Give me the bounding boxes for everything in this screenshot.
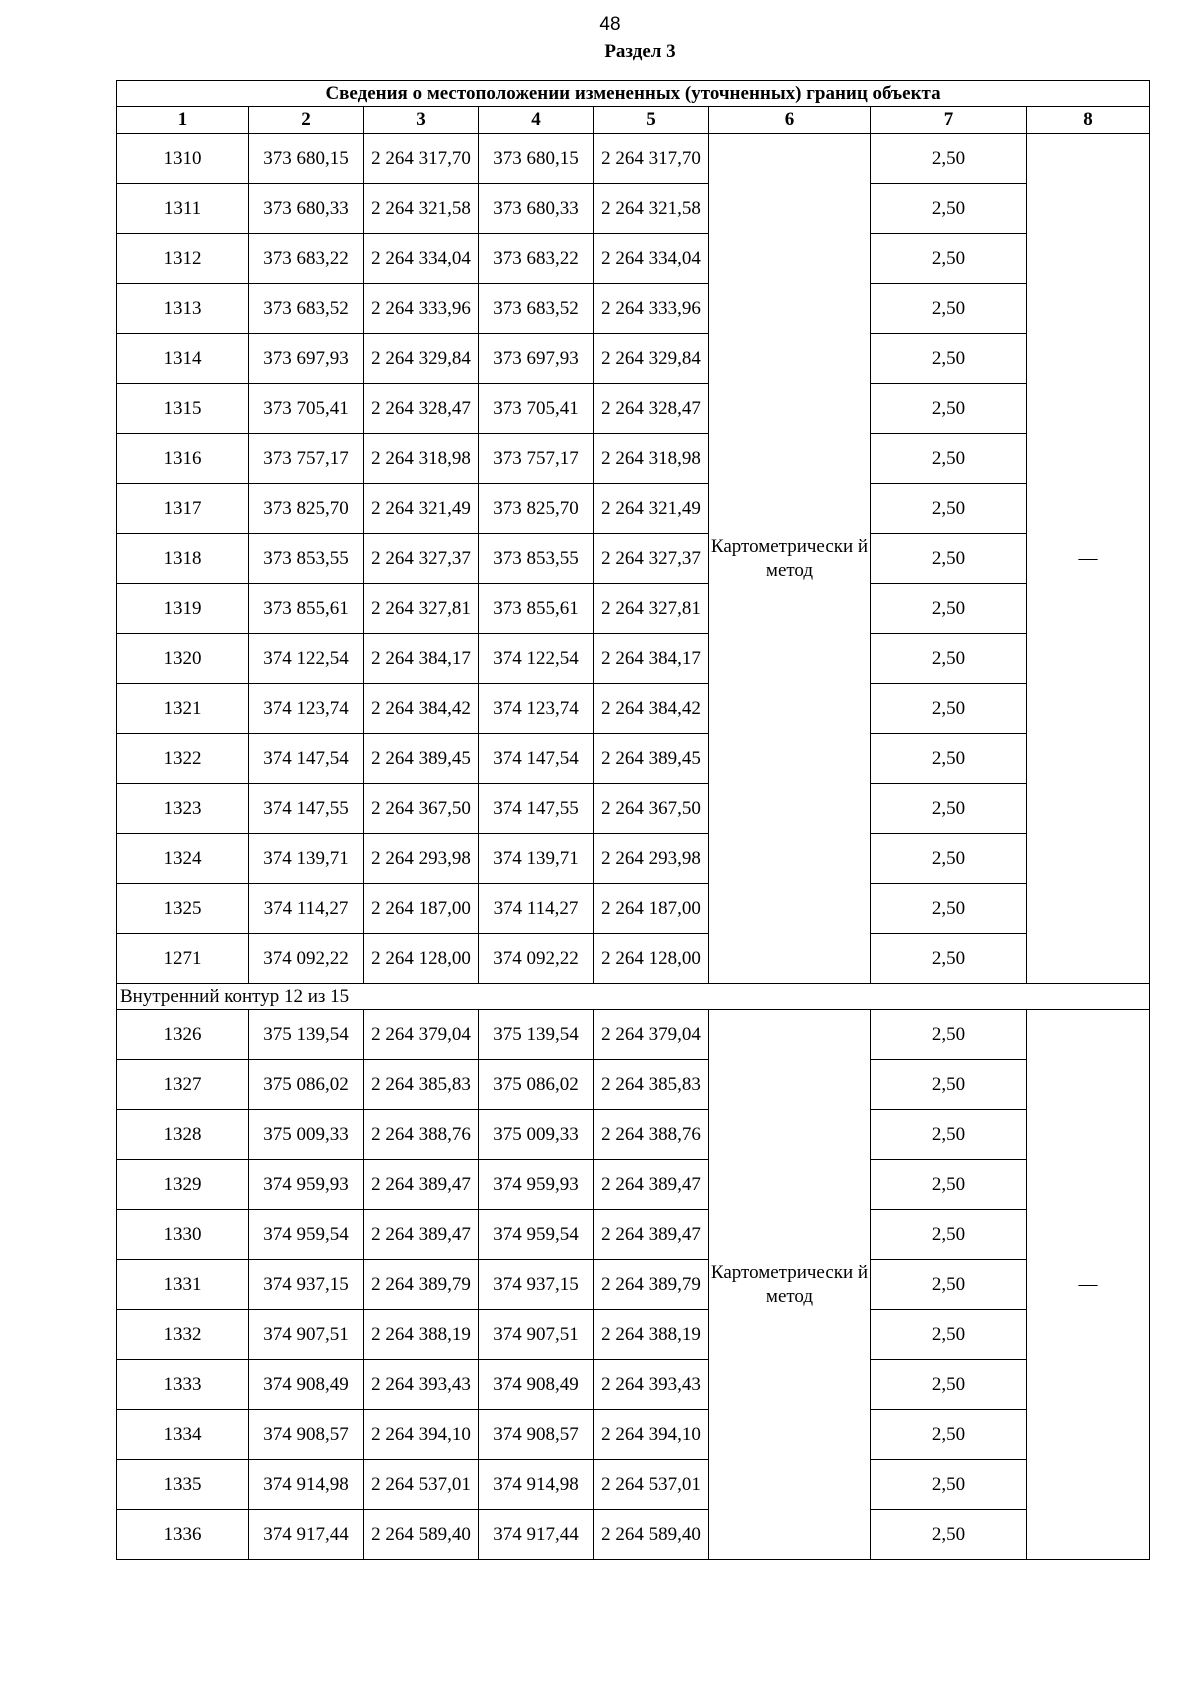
y-coordinate-cell: 2 264 379,04 bbox=[364, 1010, 479, 1060]
x-coordinate-clarified-cell: 374 147,55 bbox=[479, 784, 594, 834]
x-coordinate-cell: 374 147,54 bbox=[249, 734, 364, 784]
y-coordinate-cell: 2 264 321,49 bbox=[364, 484, 479, 534]
y-coordinate-cell: 2 264 128,00 bbox=[364, 934, 479, 984]
y-coordinate-clarified-cell: 2 264 394,10 bbox=[594, 1410, 709, 1460]
y-coordinate-clarified-cell: 2 264 389,45 bbox=[594, 734, 709, 784]
accuracy-cell: 2,50 bbox=[871, 1160, 1027, 1210]
y-coordinate-clarified-cell: 2 264 334,04 bbox=[594, 234, 709, 284]
table-row bbox=[117, 384, 1150, 434]
y-coordinate-clarified-cell: 2 264 389,79 bbox=[594, 1260, 709, 1310]
y-coordinate-clarified-cell: 2 264 329,84 bbox=[594, 334, 709, 384]
point-number-cell: 1336 bbox=[117, 1510, 249, 1560]
point-number-cell: 1311 bbox=[117, 184, 249, 234]
point-number-cell: 1319 bbox=[117, 584, 249, 634]
column-number-6: 6 bbox=[709, 107, 871, 134]
table-row bbox=[117, 784, 1150, 834]
accuracy-cell: 2,50 bbox=[871, 1210, 1027, 1260]
table-row bbox=[117, 284, 1150, 334]
table-row bbox=[117, 884, 1150, 934]
accuracy-cell: 2,50 bbox=[871, 1510, 1027, 1560]
accuracy-cell: 2,50 bbox=[871, 1410, 1027, 1460]
accuracy-cell: 2,50 bbox=[871, 1060, 1027, 1110]
y-coordinate-clarified-cell: 2 264 367,50 bbox=[594, 784, 709, 834]
x-coordinate-cell: 373 825,70 bbox=[249, 484, 364, 534]
y-coordinate-cell: 2 264 537,01 bbox=[364, 1460, 479, 1510]
y-coordinate-cell: 2 264 328,47 bbox=[364, 384, 479, 434]
x-coordinate-cell: 373 855,61 bbox=[249, 584, 364, 634]
table-row bbox=[117, 434, 1150, 484]
table-row bbox=[117, 1060, 1150, 1110]
x-coordinate-clarified-cell: 374 959,93 bbox=[479, 1160, 594, 1210]
point-number-cell: 1312 bbox=[117, 234, 249, 284]
x-coordinate-clarified-cell: 374 123,74 bbox=[479, 684, 594, 734]
contour-heading-row bbox=[117, 984, 1150, 1010]
y-coordinate-clarified-cell: 2 264 385,83 bbox=[594, 1060, 709, 1110]
y-coordinate-clarified-cell: 2 264 318,98 bbox=[594, 434, 709, 484]
table-row bbox=[117, 1360, 1150, 1410]
x-coordinate-cell: 374 908,57 bbox=[249, 1410, 364, 1460]
point-number-cell: 1316 bbox=[117, 434, 249, 484]
x-coordinate-clarified-cell: 374 908,49 bbox=[479, 1360, 594, 1410]
accuracy-cell: 2,50 bbox=[871, 434, 1027, 484]
x-coordinate-cell: 373 680,15 bbox=[249, 134, 364, 184]
accuracy-cell: 2,50 bbox=[871, 634, 1027, 684]
x-coordinate-cell: 375 009,33 bbox=[249, 1110, 364, 1160]
accuracy-cell: 2,50 bbox=[871, 534, 1027, 584]
x-coordinate-cell: 373 853,55 bbox=[249, 534, 364, 584]
y-coordinate-clarified-cell: 2 264 293,98 bbox=[594, 834, 709, 884]
table-row bbox=[117, 334, 1150, 384]
point-number-cell: 1321 bbox=[117, 684, 249, 734]
column-number-row bbox=[117, 107, 1150, 134]
x-coordinate-clarified-cell: 373 680,15 bbox=[479, 134, 594, 184]
x-coordinate-cell: 373 683,52 bbox=[249, 284, 364, 334]
y-coordinate-cell: 2 264 318,98 bbox=[364, 434, 479, 484]
x-coordinate-clarified-cell: 374 092,22 bbox=[479, 934, 594, 984]
y-coordinate-clarified-cell: 2 264 327,37 bbox=[594, 534, 709, 584]
point-number-cell: 1334 bbox=[117, 1410, 249, 1460]
y-coordinate-cell: 2 264 388,19 bbox=[364, 1310, 479, 1360]
x-coordinate-clarified-cell: 375 139,54 bbox=[479, 1010, 594, 1060]
point-number-cell: 1330 bbox=[117, 1210, 249, 1260]
y-coordinate-clarified-cell: 2 264 389,47 bbox=[594, 1160, 709, 1210]
column-number-8: 8 bbox=[1027, 107, 1150, 134]
table-row bbox=[117, 1460, 1150, 1510]
accuracy-cell: 2,50 bbox=[871, 484, 1027, 534]
column-number-1: 1 bbox=[117, 107, 249, 134]
y-coordinate-cell: 2 264 393,43 bbox=[364, 1360, 479, 1410]
column-number-7: 7 bbox=[871, 107, 1027, 134]
method-cell: Картометрически й метод bbox=[709, 134, 871, 984]
x-coordinate-cell: 374 114,27 bbox=[249, 884, 364, 934]
table-row bbox=[117, 1510, 1150, 1560]
point-number-cell: 1328 bbox=[117, 1110, 249, 1160]
point-number-cell: 1335 bbox=[117, 1460, 249, 1510]
y-coordinate-cell: 2 264 389,47 bbox=[364, 1160, 479, 1210]
column-number-3: 3 bbox=[364, 107, 479, 134]
x-coordinate-cell: 373 757,17 bbox=[249, 434, 364, 484]
column-number-2: 2 bbox=[249, 107, 364, 134]
accuracy-cell: 2,50 bbox=[871, 234, 1027, 284]
x-coordinate-clarified-cell: 373 683,22 bbox=[479, 234, 594, 284]
table-row bbox=[117, 1160, 1150, 1210]
accuracy-cell: 2,50 bbox=[871, 1310, 1027, 1360]
table-body bbox=[117, 81, 1150, 1560]
point-number-cell: 1329 bbox=[117, 1160, 249, 1210]
y-coordinate-clarified-cell: 2 264 379,04 bbox=[594, 1010, 709, 1060]
accuracy-cell: 2,50 bbox=[871, 134, 1027, 184]
point-number-cell: 1332 bbox=[117, 1310, 249, 1360]
x-coordinate-cell: 373 683,22 bbox=[249, 234, 364, 284]
x-coordinate-cell: 374 959,93 bbox=[249, 1160, 364, 1210]
y-coordinate-cell: 2 264 329,84 bbox=[364, 334, 479, 384]
x-coordinate-cell: 374 959,54 bbox=[249, 1210, 364, 1260]
x-coordinate-cell: 374 147,55 bbox=[249, 784, 364, 834]
accuracy-cell: 2,50 bbox=[871, 584, 1027, 634]
point-number-cell: 1324 bbox=[117, 834, 249, 884]
y-coordinate-clarified-cell: 2 264 393,43 bbox=[594, 1360, 709, 1410]
y-coordinate-cell: 2 264 333,96 bbox=[364, 284, 479, 334]
y-coordinate-cell: 2 264 384,42 bbox=[364, 684, 479, 734]
x-coordinate-cell: 374 907,51 bbox=[249, 1310, 364, 1360]
boundary-coordinates-table bbox=[116, 80, 1150, 1560]
table-row bbox=[117, 584, 1150, 634]
x-coordinate-clarified-cell: 373 757,17 bbox=[479, 434, 594, 484]
x-coordinate-cell: 374 917,44 bbox=[249, 1510, 364, 1560]
x-coordinate-cell: 374 092,22 bbox=[249, 934, 364, 984]
x-coordinate-cell: 375 086,02 bbox=[249, 1060, 364, 1110]
y-coordinate-cell: 2 264 389,45 bbox=[364, 734, 479, 784]
x-coordinate-clarified-cell: 373 697,93 bbox=[479, 334, 594, 384]
x-coordinate-clarified-cell: 373 855,61 bbox=[479, 584, 594, 634]
accuracy-cell: 2,50 bbox=[871, 184, 1027, 234]
table-row bbox=[117, 1410, 1150, 1460]
y-coordinate-clarified-cell: 2 264 589,40 bbox=[594, 1510, 709, 1560]
y-coordinate-cell: 2 264 389,47 bbox=[364, 1210, 479, 1260]
y-coordinate-clarified-cell: 2 264 384,42 bbox=[594, 684, 709, 734]
y-coordinate-cell: 2 264 589,40 bbox=[364, 1510, 479, 1560]
table-row bbox=[117, 1210, 1150, 1260]
section-title: Раздел 3 bbox=[604, 41, 676, 62]
table-row bbox=[117, 734, 1150, 784]
x-coordinate-clarified-cell: 374 959,54 bbox=[479, 1210, 594, 1260]
accuracy-cell: 2,50 bbox=[871, 284, 1027, 334]
x-coordinate-clarified-cell: 373 705,41 bbox=[479, 384, 594, 434]
table-row bbox=[117, 534, 1150, 584]
x-coordinate-clarified-cell: 373 825,70 bbox=[479, 484, 594, 534]
table-row bbox=[117, 1110, 1150, 1160]
x-coordinate-clarified-cell: 374 139,71 bbox=[479, 834, 594, 884]
point-number-cell: 1323 bbox=[117, 784, 249, 834]
x-coordinate-cell: 374 139,71 bbox=[249, 834, 364, 884]
table-row bbox=[117, 1310, 1150, 1360]
point-number-cell: 1317 bbox=[117, 484, 249, 534]
y-coordinate-clarified-cell: 2 264 317,70 bbox=[594, 134, 709, 184]
y-coordinate-cell: 2 264 388,76 bbox=[364, 1110, 479, 1160]
point-number-cell: 1318 bbox=[117, 534, 249, 584]
table-row bbox=[117, 484, 1150, 534]
y-coordinate-clarified-cell: 2 264 321,58 bbox=[594, 184, 709, 234]
x-coordinate-clarified-cell: 375 086,02 bbox=[479, 1060, 594, 1110]
x-coordinate-clarified-cell: 374 908,57 bbox=[479, 1410, 594, 1460]
accuracy-cell: 2,50 bbox=[871, 684, 1027, 734]
y-coordinate-cell: 2 264 384,17 bbox=[364, 634, 479, 684]
x-coordinate-clarified-cell: 374 907,51 bbox=[479, 1310, 594, 1360]
point-number-cell: 1327 bbox=[117, 1060, 249, 1110]
point-number-cell: 1325 bbox=[117, 884, 249, 934]
x-coordinate-cell: 375 139,54 bbox=[249, 1010, 364, 1060]
y-coordinate-cell: 2 264 389,79 bbox=[364, 1260, 479, 1310]
y-coordinate-clarified-cell: 2 264 328,47 bbox=[594, 384, 709, 434]
y-coordinate-cell: 2 264 327,81 bbox=[364, 584, 479, 634]
y-coordinate-clarified-cell: 2 264 187,00 bbox=[594, 884, 709, 934]
x-coordinate-cell: 373 705,41 bbox=[249, 384, 364, 434]
table-row bbox=[117, 1260, 1150, 1310]
x-coordinate-clarified-cell: 374 917,44 bbox=[479, 1510, 594, 1560]
point-number-cell: 1326 bbox=[117, 1010, 249, 1060]
x-coordinate-clarified-cell: 374 147,54 bbox=[479, 734, 594, 784]
table-row bbox=[117, 1010, 1150, 1060]
x-coordinate-clarified-cell: 374 122,54 bbox=[479, 634, 594, 684]
point-number-cell: 1315 bbox=[117, 384, 249, 434]
column-number-4: 4 bbox=[479, 107, 594, 134]
accuracy-cell: 2,50 bbox=[871, 884, 1027, 934]
y-coordinate-clarified-cell: 2 264 537,01 bbox=[594, 1460, 709, 1510]
x-coordinate-clarified-cell: 374 114,27 bbox=[479, 884, 594, 934]
x-coordinate-cell: 374 908,49 bbox=[249, 1360, 364, 1410]
point-number-cell: 1331 bbox=[117, 1260, 249, 1310]
contour-heading: Внутренний контур 12 из 15 bbox=[117, 984, 1150, 1010]
note-cell: — bbox=[1027, 134, 1150, 984]
y-coordinate-clarified-cell: 2 264 388,76 bbox=[594, 1110, 709, 1160]
accuracy-cell: 2,50 bbox=[871, 1010, 1027, 1060]
y-coordinate-cell: 2 264 187,00 bbox=[364, 884, 479, 934]
accuracy-cell: 2,50 bbox=[871, 1110, 1027, 1160]
accuracy-cell: 2,50 bbox=[871, 334, 1027, 384]
table-caption: Сведения о местоположении измененных (уточненных) границ объекта bbox=[117, 81, 1150, 107]
y-coordinate-cell: 2 264 334,04 bbox=[364, 234, 479, 284]
x-coordinate-clarified-cell: 374 914,98 bbox=[479, 1460, 594, 1510]
table-row bbox=[117, 684, 1150, 734]
column-number-5: 5 bbox=[594, 107, 709, 134]
y-coordinate-cell: 2 264 293,98 bbox=[364, 834, 479, 884]
y-coordinate-clarified-cell: 2 264 333,96 bbox=[594, 284, 709, 334]
point-number-cell: 1310 bbox=[117, 134, 249, 184]
page-number: 48 bbox=[599, 14, 621, 35]
x-coordinate-clarified-cell: 373 680,33 bbox=[479, 184, 594, 234]
point-number-cell: 1333 bbox=[117, 1360, 249, 1410]
y-coordinate-cell: 2 264 327,37 bbox=[364, 534, 479, 584]
x-coordinate-cell: 373 697,93 bbox=[249, 334, 364, 384]
y-coordinate-cell: 2 264 317,70 bbox=[364, 134, 479, 184]
table-row bbox=[117, 134, 1150, 184]
y-coordinate-clarified-cell: 2 264 327,81 bbox=[594, 584, 709, 634]
y-coordinate-clarified-cell: 2 264 384,17 bbox=[594, 634, 709, 684]
accuracy-cell: 2,50 bbox=[871, 1260, 1027, 1310]
y-coordinate-clarified-cell: 2 264 388,19 bbox=[594, 1310, 709, 1360]
y-coordinate-cell: 2 264 394,10 bbox=[364, 1410, 479, 1460]
method-cell: Картометрически й метод bbox=[709, 1010, 871, 1560]
table-caption-row bbox=[117, 81, 1150, 107]
y-coordinate-cell: 2 264 367,50 bbox=[364, 784, 479, 834]
note-cell: — bbox=[1027, 1010, 1150, 1560]
table-row bbox=[117, 184, 1150, 234]
x-coordinate-clarified-cell: 373 853,55 bbox=[479, 534, 594, 584]
point-number-cell: 1322 bbox=[117, 734, 249, 784]
point-number-cell: 1313 bbox=[117, 284, 249, 334]
table-row bbox=[117, 634, 1150, 684]
table-row bbox=[117, 834, 1150, 884]
x-coordinate-cell: 374 937,15 bbox=[249, 1260, 364, 1310]
x-coordinate-clarified-cell: 375 009,33 bbox=[479, 1110, 594, 1160]
y-coordinate-clarified-cell: 2 264 389,47 bbox=[594, 1210, 709, 1260]
accuracy-cell: 2,50 bbox=[871, 1460, 1027, 1510]
accuracy-cell: 2,50 bbox=[871, 834, 1027, 884]
x-coordinate-cell: 374 123,74 bbox=[249, 684, 364, 734]
x-coordinate-cell: 374 914,98 bbox=[249, 1460, 364, 1510]
y-coordinate-clarified-cell: 2 264 321,49 bbox=[594, 484, 709, 534]
table-row bbox=[117, 234, 1150, 284]
accuracy-cell: 2,50 bbox=[871, 1360, 1027, 1410]
accuracy-cell: 2,50 bbox=[871, 734, 1027, 784]
table-row bbox=[117, 934, 1150, 984]
point-number-cell: 1271 bbox=[117, 934, 249, 984]
x-coordinate-clarified-cell: 374 937,15 bbox=[479, 1260, 594, 1310]
point-number-cell: 1314 bbox=[117, 334, 249, 384]
accuracy-cell: 2,50 bbox=[871, 384, 1027, 434]
x-coordinate-cell: 373 680,33 bbox=[249, 184, 364, 234]
x-coordinate-cell: 374 122,54 bbox=[249, 634, 364, 684]
x-coordinate-clarified-cell: 373 683,52 bbox=[479, 284, 594, 334]
point-number-cell: 1320 bbox=[117, 634, 249, 684]
y-coordinate-clarified-cell: 2 264 128,00 bbox=[594, 934, 709, 984]
y-coordinate-cell: 2 264 321,58 bbox=[364, 184, 479, 234]
accuracy-cell: 2,50 bbox=[871, 934, 1027, 984]
accuracy-cell: 2,50 bbox=[871, 784, 1027, 834]
y-coordinate-cell: 2 264 385,83 bbox=[364, 1060, 479, 1110]
